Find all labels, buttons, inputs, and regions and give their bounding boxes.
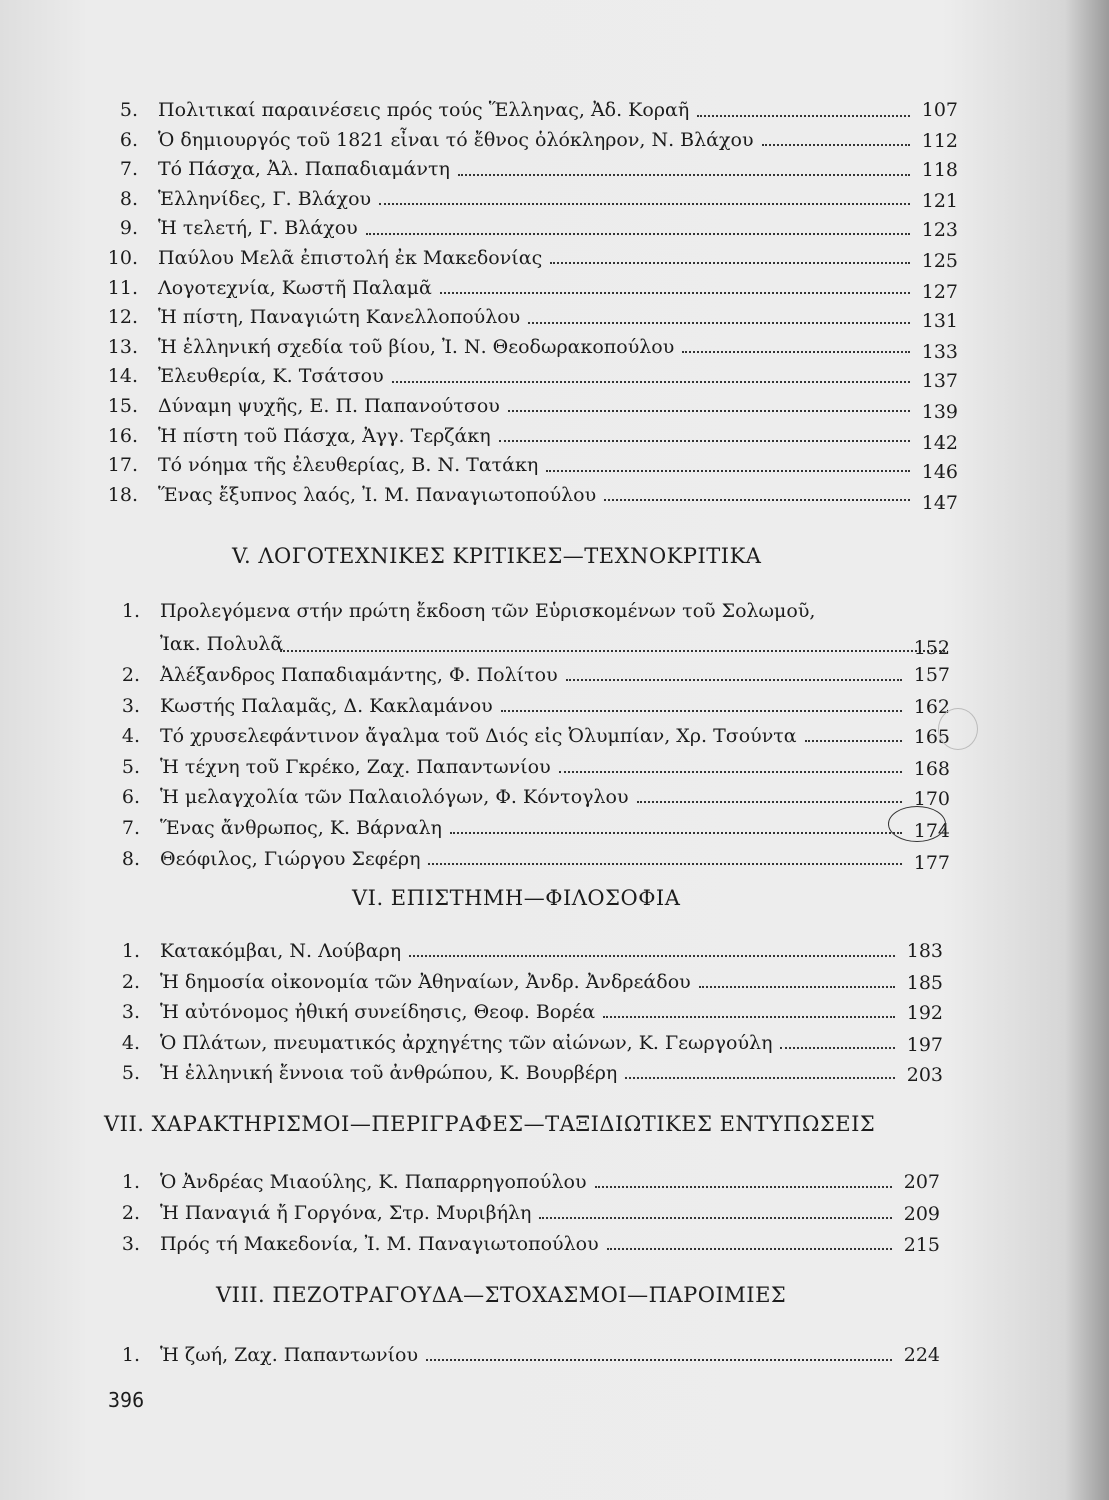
leader-dots <box>366 231 910 235</box>
toc-section-6 <box>100 936 950 1089</box>
toc-entry <box>100 1340 950 1370</box>
entry-number: 4. <box>121 1031 140 1054</box>
entry-page: 123 <box>921 219 958 242</box>
entry-page: 209 <box>903 1203 940 1225</box>
leader-dots <box>780 1045 895 1049</box>
section-heading-v: V. ΛΟΓΟΤΕΧΝΙΚΕΣ ΚΡΙΤΙΚΕΣ—ΤΕΧΝΟΚΡΙΤΙΚΑ <box>232 544 762 568</box>
leader-dots <box>625 1075 895 1079</box>
entry-title: Ἡ ζωή, Ζαχ. Παπαντωνίου <box>160 1344 419 1366</box>
leader-dots <box>508 408 910 412</box>
leader-dots <box>539 1215 892 1219</box>
entry-page: 131 <box>921 310 958 333</box>
entry-page: 177 <box>913 851 950 874</box>
toc-entry <box>98 422 968 452</box>
toc-section-5 <box>100 660 960 874</box>
entry-page: 147 <box>921 491 958 514</box>
leader-dots <box>762 142 910 146</box>
entry-title: Ἡ μελαγχολία τῶν Παλαιολόγων, Φ. Κόντογλου <box>160 786 629 809</box>
leader-dots <box>379 201 910 205</box>
entry-title: Ἡ τελετή, Γ. Βλάχου <box>158 217 358 240</box>
toc-entry <box>98 126 968 156</box>
entry-title: Ἑλληνίδες, Γ. Βλάχου <box>158 187 372 210</box>
entry-title: Τό Πάσχα, Ἀλ. Παπαδιαμάντη <box>158 158 450 181</box>
entry-page: 183 <box>906 940 943 962</box>
entry-title: Λογοτεχνία, Κωστῆ Παλαμᾶ <box>158 276 432 299</box>
entry-title: Ἡ ἑλληνική σχεδία τοῦ βίου, Ἰ. Ν. Θεοδωρακοπούλου <box>158 335 675 358</box>
entry-number: 1. <box>121 1171 140 1193</box>
entry-number: 7. <box>121 816 140 839</box>
toc-entry <box>100 813 960 844</box>
leader-dots <box>458 172 910 176</box>
entry-page: 146 <box>921 461 958 484</box>
leader-dots <box>550 260 910 264</box>
toc-entry <box>98 333 968 363</box>
toc-entry <box>100 1198 950 1229</box>
toc-section-7 <box>100 1167 950 1260</box>
entry-number: 2. <box>121 664 140 686</box>
entry-page: 197 <box>906 1033 943 1056</box>
entry-number: 10. <box>107 246 138 269</box>
toc-entry <box>98 214 968 244</box>
toc-entry <box>100 782 960 813</box>
toc-entry <box>100 597 960 626</box>
entry-number: 5. <box>121 1062 140 1084</box>
leader-dots <box>450 830 902 834</box>
entry-title: Ἡ πίστη, Παναγιώτη Κανελλοπούλου <box>158 306 521 329</box>
entry-page: 157 <box>913 664 950 686</box>
entry-page: 139 <box>921 400 958 423</box>
leader-dots <box>604 497 910 501</box>
leader-dots <box>428 861 902 865</box>
entry-number: 6. <box>121 786 140 809</box>
leader-dots <box>426 1357 892 1361</box>
toc-entry <box>100 967 950 998</box>
entry-title: Τό χρυσελεφάντινον ἄγαλμα τοῦ Διός εἰς Ὀλυμπίαν, Χρ. Τσούντα <box>160 725 797 748</box>
entry-number: 2. <box>121 970 140 993</box>
entry-number: 1. <box>121 600 140 622</box>
leader-dots <box>280 648 945 652</box>
toc-section-4 <box>98 96 968 514</box>
entry-title: Ἡ πίστη τοῦ Πάσχα, Ἀγγ. Τερζάκη <box>158 424 491 447</box>
entry-page: 125 <box>921 249 958 272</box>
entry-page: 152 <box>913 637 950 659</box>
leader-dots <box>682 349 910 353</box>
entry-title: Ἕνας ἄνθρωπος, Κ. Βάρναλη <box>160 816 442 839</box>
leader-dots <box>440 290 910 294</box>
entry-page: 224 <box>903 1344 940 1366</box>
entry-title: Κατακόμβαι, Ν. Λούβαρη <box>160 940 402 962</box>
entry-page: 133 <box>921 340 958 363</box>
leader-dots <box>528 320 910 324</box>
toc-entry <box>98 96 968 126</box>
entry-title: Θεόφιλος, Γιώργου Σεφέρη <box>160 847 421 870</box>
entry-title: Ὁ Ἀνδρέας Μιαούλης, Κ. Παπαρρηγοπούλου <box>160 1171 587 1193</box>
leader-dots <box>607 1246 892 1250</box>
entry-title: Ὁ Πλάτων, πνευματικός ἀρχηγέτης τῶν αἰώνων, Κ. Γεωργούλη <box>160 1031 773 1054</box>
leader-dots <box>559 769 902 773</box>
entry-number: 8. <box>121 847 140 870</box>
entry-title: Ἡ αὐτόνομος ἠθική συνείδησις, Θεοφ. Βορέα <box>160 1001 596 1023</box>
entry-title: Πρός τή Μακεδονία, Ἰ. Μ. Παναγιωτοπούλου <box>160 1233 599 1255</box>
toc-entry <box>100 997 950 1028</box>
entry-page: 170 <box>913 788 950 811</box>
toc-entry <box>98 244 968 274</box>
leader-dots <box>603 1014 895 1018</box>
toc-entry <box>100 721 960 752</box>
leader-dots <box>501 708 902 712</box>
page-number: 396 <box>108 1388 145 1412</box>
toc-entry <box>98 303 968 333</box>
toc-entry <box>98 481 968 514</box>
leader-dots <box>499 438 910 442</box>
entry-number: 17. <box>107 454 138 477</box>
entry-title-cont: Ἰακ. Πολυλᾶ <box>160 633 284 655</box>
entry-number: 18. <box>107 483 138 506</box>
entry-title: Ἡ Παναγιά ἤ Γοργόνα, Στρ. Μυριβήλη <box>160 1202 532 1224</box>
entry-number: 11. <box>107 276 138 299</box>
entry-page: 127 <box>921 280 958 303</box>
leader-dots <box>409 953 895 957</box>
toc-entry <box>98 185 968 215</box>
entry-number: 15. <box>107 394 138 417</box>
leader-dots <box>566 677 902 681</box>
entry-title: Παύλου Μελᾶ ἐπιστολή ἐκ Μακεδονίας <box>158 246 543 269</box>
entry-number: 1. <box>121 1344 140 1366</box>
leader-dots <box>637 799 902 803</box>
entry-page: 142 <box>921 431 958 454</box>
entry-number: 13. <box>107 335 138 358</box>
leader-dots <box>392 379 910 383</box>
entry-title: Πολιτικαί παραινέσεις πρός τούς Ἕλληνας, Ἀδ. Κοραῆ <box>158 99 690 121</box>
leader-dots <box>697 113 910 117</box>
entry-number: 5. <box>119 99 138 121</box>
entry-title: Ἀλέξανδρος Παπαδιαμάντης, Φ. Πολίτου <box>160 664 558 686</box>
entry-title: Προλεγόμενα στήν πρώτη ἔκδοση τῶν Εὑρισκομένων τοῦ Σολωμοῦ, <box>160 600 816 622</box>
toc-entry <box>100 1058 950 1089</box>
entry-number: 14. <box>107 365 138 388</box>
entry-page: 215 <box>903 1234 940 1256</box>
entry-page: 137 <box>921 370 958 393</box>
toc-entry <box>98 274 968 304</box>
entry-title: Ἡ τέχνη τοῦ Γκρέκο, Ζαχ. Παπαντωνίου <box>160 755 551 778</box>
toc-entry <box>100 936 950 967</box>
entry-number: 3. <box>121 694 140 717</box>
toc-entry <box>98 451 968 484</box>
entry-number: 5. <box>121 755 140 778</box>
entry-page: 207 <box>903 1171 940 1193</box>
margin-circle-mark <box>938 708 978 750</box>
toc-entry <box>100 752 960 783</box>
toc-entry <box>98 362 968 392</box>
toc-entry <box>100 844 960 875</box>
entry-page: 121 <box>921 189 958 212</box>
entry-number: 9. <box>119 217 138 240</box>
toc-section-8 <box>100 1340 950 1370</box>
leader-dots <box>546 468 910 472</box>
entry-title: Ἡ ἑλληνική ἔννοια τοῦ ἀνθρώπου, Κ. Βουρβέρη <box>160 1062 618 1084</box>
toc-section-5-first <box>100 597 960 659</box>
entry-title: Ἕνας ἔξυπνος λαός, Ἰ. Μ. Παναγιωτοπούλου <box>158 483 597 506</box>
leader-dots <box>805 738 902 742</box>
entry-number: 8. <box>119 187 138 210</box>
entry-number: 1. <box>121 940 140 962</box>
entry-page: 185 <box>906 971 943 994</box>
entry-number: 12. <box>107 306 138 329</box>
entry-title: Ὁ δημιουργός τοῦ 1821 εἶναι τό ἔθνος ὁλόκληρον, Ν. Βλάχου <box>158 128 754 151</box>
toc-entry <box>98 155 968 185</box>
leader-dots <box>595 1184 892 1188</box>
section-heading-vi: VI. ΕΠΙΣΤΗΜΗ—ΦΙΛΟΣΟΦΙΑ <box>352 886 681 910</box>
toc-entry <box>100 1028 950 1059</box>
pencil-circle-mark <box>888 806 946 842</box>
toc-entry <box>100 1229 950 1260</box>
entry-title: Ἐλευθερία, Κ. Τσάτσου <box>158 365 384 388</box>
entry-page: 203 <box>906 1064 943 1086</box>
toc-entry <box>100 1167 950 1198</box>
toc-entry-cont <box>100 630 960 659</box>
entry-title: Κωστής Παλαμᾶς, Δ. Κακλαμάνου <box>160 694 493 717</box>
entry-page: 174 <box>913 819 950 842</box>
entry-number: 2. <box>121 1202 140 1224</box>
entry-page: 168 <box>913 757 950 780</box>
entry-number: 3. <box>121 1233 140 1255</box>
entry-page: 118 <box>921 159 958 182</box>
entry-title: Δύναμη ψυχῆς, Ε. Π. Παπανούτσου <box>158 394 500 417</box>
entry-number: 4. <box>121 725 140 748</box>
leader-dots <box>699 984 895 988</box>
toc-entry <box>98 392 968 422</box>
entry-number: 3. <box>121 1001 140 1023</box>
entry-page: 165 <box>913 726 950 749</box>
entry-title: Τό νόημα τῆς ἐλευθερίας, Β. Ν. Τατάκη <box>158 454 539 477</box>
entry-page: 112 <box>921 129 958 152</box>
entry-page: 192 <box>906 1002 943 1024</box>
section-heading-vii: VII. ΧΑΡΑΚΤΗΡΙΣΜΟΙ—ΠΕΡΙΓΡΑΦΕΣ—ΤΑΞΙΔΙΩΤΙΚΕΣ ΕΝΤΥΠΩΣΕΙΣ <box>104 1112 876 1136</box>
toc-entry <box>100 691 960 722</box>
entry-title: Ἡ δημοσία οἰκονομία τῶν Ἀθηναίων, Ἀνδρ. Ἀνδρεάδου <box>160 970 691 993</box>
entry-number: 7. <box>119 158 138 181</box>
entry-number: 16. <box>107 424 138 447</box>
entry-page: 107 <box>921 99 958 121</box>
section-heading-viii: VIII. ΠΕΖΟΤΡΑΓΟΥΔΑ—ΣΤΟΧΑΣΜΟΙ—ΠΑΡΟΙΜΙΕΣ <box>216 1283 787 1307</box>
toc-entry <box>100 660 960 691</box>
entry-page: 162 <box>913 695 950 718</box>
entry-number: 6. <box>119 128 138 151</box>
